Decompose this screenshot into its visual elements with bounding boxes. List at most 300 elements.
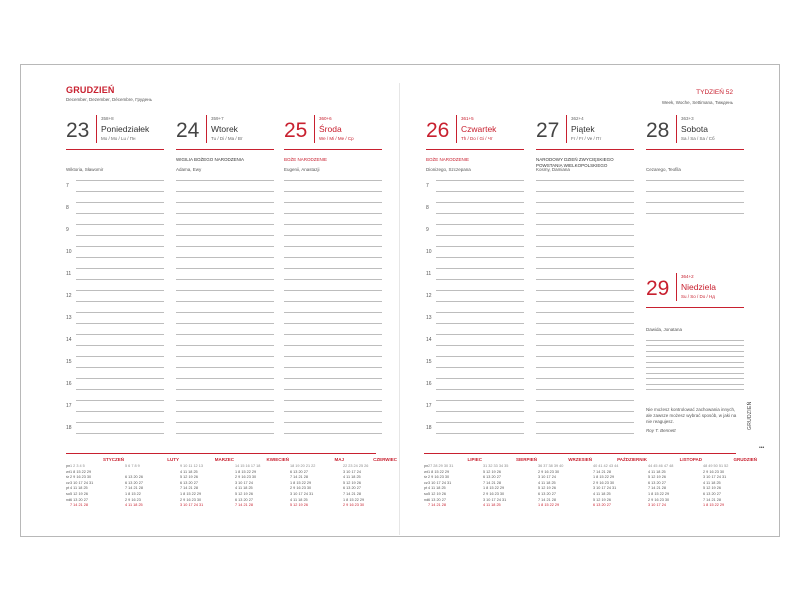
mini-month-name: GRUDZIEŃ (733, 457, 757, 462)
writing-line[interactable] (284, 257, 382, 258)
week-translations: Week, Woche, Settimana, Тиждень (661, 100, 733, 105)
day-divider (676, 273, 677, 301)
writing-line[interactable] (536, 191, 634, 192)
mini-month-row: 6 13 20 27 (538, 491, 556, 496)
mini-month-3[interactable] (180, 457, 234, 509)
day-occasion: NARODOWY DZIEŃ ZWYCIĘSKIEGO POWSTANIA WIELKOPOLSKIEGO (536, 157, 614, 168)
writing-line[interactable] (646, 191, 744, 192)
writing-line[interactable] (284, 411, 382, 412)
mini-month-12[interactable] (703, 457, 757, 509)
mini-month-row: 4 11 18 25 (648, 469, 666, 474)
writing-line[interactable] (536, 180, 634, 181)
day-translations: We / Mi / Me / Ср (319, 136, 354, 141)
name-day: Dawida, Jonatana (646, 327, 683, 332)
mini-month-row: 14 15 16 17 18 (235, 464, 261, 468)
writing-line[interactable] (284, 268, 382, 269)
writing-line[interactable] (284, 323, 382, 324)
hour-label-10: 10 (66, 249, 72, 255)
day-rule (66, 149, 164, 150)
calendar-separator-right (424, 453, 736, 454)
mini-month-row: 1 8 15 22 29 (235, 469, 257, 474)
writing-line[interactable] (646, 367, 744, 368)
writing-line[interactable] (176, 235, 274, 236)
writing-line[interactable] (536, 323, 634, 324)
mini-month-6[interactable] (343, 457, 397, 509)
hour-label-14: 14 (426, 337, 432, 343)
writing-line[interactable] (284, 367, 382, 368)
writing-line[interactable] (284, 246, 382, 247)
writing-line[interactable] (284, 378, 382, 379)
mini-month-name: MAJ (334, 457, 344, 462)
writing-line[interactable] (176, 268, 274, 269)
writing-line[interactable] (176, 389, 274, 390)
writing-line[interactable] (76, 378, 164, 379)
mini-month-row: 48 49 50 51 52 (703, 464, 729, 468)
writing-line[interactable] (436, 279, 524, 280)
day-rule (426, 149, 524, 150)
writing-line[interactable] (76, 224, 164, 225)
day-divider (96, 115, 97, 143)
writing-line[interactable] (436, 224, 524, 225)
day-header-24 (176, 113, 284, 151)
mini-month-name: CZERWIEC (373, 457, 397, 462)
name-day: Eugenii, Anastazji (284, 167, 320, 172)
mini-month-row: 4 11 18 25 (343, 475, 361, 480)
day-number: 26 (426, 119, 450, 142)
writing-line[interactable] (76, 422, 164, 423)
mini-month-row: 3 10 17 24 31 (483, 497, 507, 502)
writing-line[interactable] (536, 235, 634, 236)
mini-month-row: 7 14 21 28 (483, 480, 501, 485)
hour-label-15: 15 (426, 359, 432, 365)
writing-line[interactable] (436, 389, 524, 390)
mini-month-row: 1 8 15 22 29 (343, 497, 365, 502)
writing-line[interactable] (284, 235, 382, 236)
writing-line[interactable] (436, 312, 524, 313)
mini-month-row: 44 45 46 47 48 (648, 464, 674, 468)
writing-line[interactable] (176, 301, 274, 302)
mini-month-row: 3 10 17 24 31 (70, 480, 94, 485)
day-divider (206, 115, 207, 143)
hour-label-9: 9 (426, 227, 429, 233)
writing-line[interactable] (436, 411, 524, 412)
mini-month-5[interactable] (290, 457, 344, 509)
mini-month-row: 2 9 16 23 30 (703, 469, 725, 474)
writing-line[interactable] (76, 180, 164, 181)
writing-line[interactable] (284, 191, 382, 192)
mini-month-row: 6 13 20 27 (235, 497, 253, 502)
day-name: Wtorek (211, 124, 238, 134)
hour-label-11: 11 (426, 271, 432, 277)
writing-line[interactable] (436, 257, 524, 258)
writing-line[interactable] (646, 213, 744, 214)
mini-month-row: 6 13 20 27 (428, 497, 446, 502)
day-name: Piątek (571, 124, 595, 134)
writing-line[interactable] (284, 400, 382, 401)
writing-line[interactable] (284, 202, 382, 203)
mini-month-name: LIPIEC (467, 457, 482, 462)
mini-month-name: WRZESIEŃ (568, 457, 592, 462)
day-name: Poniedziałek (101, 124, 150, 134)
writing-line[interactable] (536, 301, 634, 302)
hour-label-9: 9 (66, 227, 69, 233)
writing-line[interactable] (284, 224, 382, 225)
writing-line[interactable] (76, 367, 164, 368)
mini-month-row: 5 12 19 26 (428, 491, 446, 496)
writing-line[interactable] (284, 301, 382, 302)
mini-month-row: 2 9 16 23 30 (648, 497, 670, 502)
mini-month-row: 18 19 20 21 22 (290, 464, 316, 468)
side-tab-dots: ••• (759, 445, 765, 451)
writing-line[interactable] (176, 180, 274, 181)
mini-month-row: 1 8 15 22 29 (180, 491, 202, 496)
mini-month-row: 6 13 20 27 (125, 480, 143, 485)
mini-month-row: 4 11 18 25 (538, 480, 556, 485)
writing-line[interactable] (436, 400, 524, 401)
mini-month-row: 1 8 15 22 29 (70, 469, 92, 474)
mini-month-row: 5 6 7 8 9 (125, 464, 140, 468)
writing-line[interactable] (536, 268, 634, 269)
writing-line[interactable] (284, 279, 382, 280)
writing-line[interactable] (646, 202, 744, 203)
writing-line[interactable] (176, 411, 274, 412)
mini-month-row: 7 14 21 28 (70, 503, 88, 508)
writing-line[interactable] (536, 411, 634, 412)
writing-line[interactable] (646, 180, 744, 181)
writing-line[interactable] (76, 345, 164, 346)
day-of-year: 363+3 (681, 116, 694, 121)
writing-line[interactable] (176, 334, 274, 335)
mini-month-row: 2 9 16 23 30 (290, 486, 312, 491)
hour-label-12: 12 (66, 293, 72, 299)
writing-line[interactable] (76, 290, 164, 291)
mini-month-8[interactable] (483, 457, 537, 509)
writing-line[interactable] (176, 257, 274, 258)
writing-line[interactable] (176, 279, 274, 280)
planner-spread (20, 64, 780, 537)
mini-month-row: 2 9 16 23 30 (428, 475, 450, 480)
hour-label-8: 8 (426, 205, 429, 211)
mini-month-row: 5 12 19 26 (703, 486, 721, 491)
writing-line[interactable] (176, 290, 274, 291)
mini-month-row: 3 10 17 24 31 (428, 480, 452, 485)
writing-line[interactable] (436, 356, 524, 357)
writing-line[interactable] (536, 356, 634, 357)
calendar-separator-left (66, 453, 376, 454)
mini-month-row: 4 11 18 25 (593, 491, 611, 496)
mini-month-row: 2 9 16 23 30 (180, 497, 202, 502)
mini-month-10[interactable] (593, 457, 647, 509)
mini-month-row: 2 9 16 23 30 (593, 480, 615, 485)
writing-line[interactable] (284, 180, 382, 181)
writing-line[interactable] (76, 213, 164, 214)
writing-line[interactable] (284, 433, 382, 434)
day-rule (176, 149, 274, 150)
day-of-year: 361+5 (461, 116, 474, 121)
writing-line[interactable] (536, 378, 634, 379)
mini-month-row: 2 9 16 23 30 (70, 475, 92, 480)
writing-line[interactable] (176, 224, 274, 225)
writing-line[interactable] (76, 389, 164, 390)
mini-month-9[interactable] (538, 457, 592, 509)
mini-month-name: SIERPIEŃ (515, 457, 537, 462)
writing-line[interactable] (536, 279, 634, 280)
mini-month-row: 4 11 18 25 (235, 486, 253, 491)
day-translations: Th / Do / Gi / Чт (461, 136, 493, 141)
writing-line[interactable] (536, 433, 634, 434)
mini-month-row: 4 11 18 25 (428, 486, 446, 491)
mini-month-row: 5 12 19 26 (343, 480, 361, 485)
writing-line[interactable] (176, 433, 274, 434)
writing-line[interactable] (536, 202, 634, 203)
writing-line[interactable] (176, 378, 274, 379)
writing-line[interactable] (176, 356, 274, 357)
day-header-23 (66, 113, 174, 151)
writing-line[interactable] (646, 373, 744, 374)
mini-month-row: 1 2 3 4 5 (70, 464, 85, 468)
writing-line[interactable] (536, 246, 634, 247)
writing-line[interactable] (76, 191, 164, 192)
hour-label-17: 17 (66, 403, 72, 409)
mini-month-row: 4 11 18 25 (125, 503, 143, 508)
writing-line[interactable] (284, 290, 382, 291)
mini-month-row: 6 13 20 27 (180, 480, 198, 485)
day-header-27 (536, 113, 644, 151)
writing-line[interactable] (536, 312, 634, 313)
writing-line[interactable] (176, 213, 274, 214)
writing-line[interactable] (436, 378, 524, 379)
mini-month-row: 7 14 21 28 (125, 486, 143, 491)
mini-month-row: 27 28 29 30 31 (428, 464, 454, 468)
mini-month-2[interactable] (125, 457, 179, 509)
mini-month-row: 7 14 21 28 (343, 491, 361, 496)
day-of-year: 364+2 (681, 274, 694, 279)
writing-line[interactable] (436, 191, 524, 192)
writing-line[interactable] (436, 345, 524, 346)
mini-month-4[interactable] (235, 457, 289, 509)
writing-line[interactable] (436, 422, 524, 423)
hour-label-18: 18 (426, 425, 432, 431)
writing-line[interactable] (436, 246, 524, 247)
mini-month-row: 1 8 15 22 29 (483, 486, 505, 491)
day-rule (284, 149, 382, 150)
writing-line[interactable] (76, 268, 164, 269)
hour-label-15: 15 (66, 359, 72, 365)
mini-month-name: LISTOPAD (679, 457, 702, 462)
hour-label-11: 11 (66, 271, 72, 277)
writing-line[interactable] (76, 235, 164, 236)
writing-line[interactable] (436, 323, 524, 324)
day-translations: Sa / Sa / Sa / Сб (681, 136, 715, 141)
mini-month-row: 1 8 15 22 29 (428, 469, 450, 474)
day-divider (566, 115, 567, 143)
mini-month-row: 5 12 19 26 (180, 475, 198, 480)
writing-line[interactable] (646, 356, 744, 357)
mini-month-row: 3 10 17 24 31 (290, 491, 314, 496)
writing-line[interactable] (536, 334, 634, 335)
hour-label-13: 13 (426, 315, 432, 321)
mini-month-row: 1 8 15 22 29 (593, 475, 615, 480)
writing-line[interactable] (284, 213, 382, 214)
writing-line[interactable] (76, 202, 164, 203)
writing-line[interactable] (536, 224, 634, 225)
writing-line[interactable] (436, 180, 524, 181)
writing-line[interactable] (646, 351, 744, 352)
mini-month-row: 2 9 16 23 (125, 497, 141, 502)
writing-line[interactable] (176, 345, 274, 346)
mini-month-row: 3 10 17 24 31 (703, 475, 727, 480)
hour-label-7: 7 (66, 183, 69, 189)
writing-line[interactable] (176, 312, 274, 313)
writing-line[interactable] (176, 202, 274, 203)
hour-label-18: 18 (66, 425, 72, 431)
writing-line[interactable] (176, 367, 274, 368)
mini-month-7[interactable] (428, 457, 482, 509)
side-month-tab[interactable]: GRUDZIEŃ (747, 401, 753, 430)
mini-month-row: 4 11 18 25 (180, 469, 198, 474)
writing-line[interactable] (646, 345, 744, 346)
weekday-label: so (66, 491, 71, 496)
day-divider (676, 115, 677, 143)
mini-month-row: 7 14 21 28 (180, 486, 198, 491)
mini-month-row: 2 9 16 23 30 (483, 491, 505, 496)
writing-line[interactable] (176, 246, 274, 247)
writing-line[interactable] (436, 235, 524, 236)
mini-month-row: 3 10 17 24 31 (180, 503, 204, 508)
day-number: 28 (646, 119, 670, 142)
week-title: TYDZIEŃ 52 (696, 89, 733, 96)
writing-line[interactable] (76, 301, 164, 302)
day-number: 24 (176, 119, 200, 142)
writing-line[interactable] (436, 433, 524, 434)
mini-month-row: 1 8 15 22 (125, 491, 141, 496)
writing-line[interactable] (536, 290, 634, 291)
hour-label-16: 16 (66, 381, 72, 387)
writing-line[interactable] (284, 334, 382, 335)
mini-month-row: 3 10 17 24 (343, 469, 361, 474)
mini-month-row: 3 10 17 24 31 (593, 486, 617, 491)
weekday-label: so (424, 491, 429, 496)
writing-line[interactable] (284, 389, 382, 390)
mini-month-row: 7 14 21 28 (648, 486, 666, 491)
mini-month-row: 7 14 21 28 (593, 469, 611, 474)
writing-line[interactable] (536, 400, 634, 401)
hour-label-14: 14 (66, 337, 72, 343)
day-occasion: BOŻE NARODZENIE (284, 157, 328, 162)
writing-line[interactable] (646, 389, 744, 390)
mini-month-row: 6 13 20 27 (593, 503, 611, 508)
writing-line[interactable] (284, 356, 382, 357)
mini-month-row: 5 12 19 26 (648, 475, 666, 480)
writing-line[interactable] (76, 257, 164, 258)
weekday-label: pt (66, 486, 70, 491)
mini-month-row: 1 8 15 22 29 (538, 503, 560, 508)
writing-line[interactable] (76, 400, 164, 401)
writing-line[interactable] (436, 268, 524, 269)
mini-month-row: 4 11 18 25 (70, 486, 88, 491)
hour-label-7: 7 (426, 183, 429, 189)
day-translations: Tu / Di / Ma / Вт (211, 136, 243, 141)
month-translations: December, Dezember, Décembre, Грудень (66, 97, 152, 102)
hour-label-10: 10 (426, 249, 432, 255)
writing-line[interactable] (436, 334, 524, 335)
writing-line[interactable] (176, 400, 274, 401)
writing-line[interactable] (176, 191, 274, 192)
name-day: Wiktoria, Sławomir (66, 167, 104, 172)
writing-line[interactable] (76, 312, 164, 313)
writing-line[interactable] (76, 411, 164, 412)
mini-month-row: 2 9 16 23 30 (235, 475, 257, 480)
writing-line[interactable] (284, 422, 382, 423)
weekday-label: śr (424, 475, 428, 480)
page-gutter (399, 83, 400, 535)
writing-line[interactable] (536, 345, 634, 346)
writing-line[interactable] (436, 290, 524, 291)
writing-line[interactable] (646, 384, 744, 385)
writing-line[interactable] (436, 301, 524, 302)
weekday-label: pt (424, 486, 428, 491)
writing-line[interactable] (284, 345, 382, 346)
writing-line[interactable] (284, 312, 382, 313)
mini-month-row: 40 41 42 43 44 (593, 464, 619, 468)
writing-line[interactable] (436, 367, 524, 368)
mini-month-1[interactable] (70, 457, 124, 509)
mini-month-name: MARZEC (214, 457, 234, 462)
day-translations: Su / So / Do / Нд (681, 294, 715, 299)
mini-month-11[interactable] (648, 457, 702, 509)
day-name: Niedziela (681, 282, 716, 292)
mini-month-row: 22 23 24 25 26 (343, 464, 369, 468)
writing-line[interactable] (76, 356, 164, 357)
mini-month-name: LUTY (167, 457, 179, 462)
writing-line[interactable] (646, 378, 744, 379)
writing-line[interactable] (76, 246, 164, 247)
writing-line[interactable] (76, 334, 164, 335)
quote (646, 407, 738, 434)
writing-line[interactable] (646, 340, 744, 341)
weekday-label: nd (66, 497, 71, 502)
writing-line[interactable] (176, 323, 274, 324)
day-occasion: BOŻE NARODZENIE (426, 157, 470, 162)
day-translations: Fr / Fr / Ve / Пт (571, 136, 602, 141)
writing-line[interactable] (76, 279, 164, 280)
writing-line[interactable] (536, 257, 634, 258)
weekday-label: wt (66, 469, 70, 474)
writing-line[interactable] (536, 367, 634, 368)
day-occasion: WIGILIA BOŻEGO NARODZENIA (176, 157, 245, 162)
writing-line[interactable] (536, 422, 634, 423)
writing-line[interactable] (646, 362, 744, 363)
mini-month-row: 2 9 16 23 30 (343, 503, 365, 508)
mini-month-row: 9 10 11 12 13 (180, 464, 203, 468)
writing-line[interactable] (176, 422, 274, 423)
weekday-label: pn (66, 464, 71, 468)
day-rule (646, 149, 744, 150)
writing-line[interactable] (76, 433, 164, 434)
mini-month-name: STYCZEŃ (102, 457, 124, 462)
writing-line[interactable] (436, 202, 524, 203)
name-day: Cezarego, Teofila (646, 167, 681, 172)
hour-label-16: 16 (426, 381, 432, 387)
hour-label-12: 12 (426, 293, 432, 299)
mini-month-row: 4 11 18 25 (290, 497, 308, 502)
writing-line[interactable] (536, 389, 634, 390)
mini-month-name: PAŹDZIERNIK (617, 457, 647, 462)
writing-line[interactable] (436, 213, 524, 214)
weekday-label: śr (66, 475, 70, 480)
writing-line[interactable] (536, 213, 634, 214)
writing-line[interactable] (76, 323, 164, 324)
